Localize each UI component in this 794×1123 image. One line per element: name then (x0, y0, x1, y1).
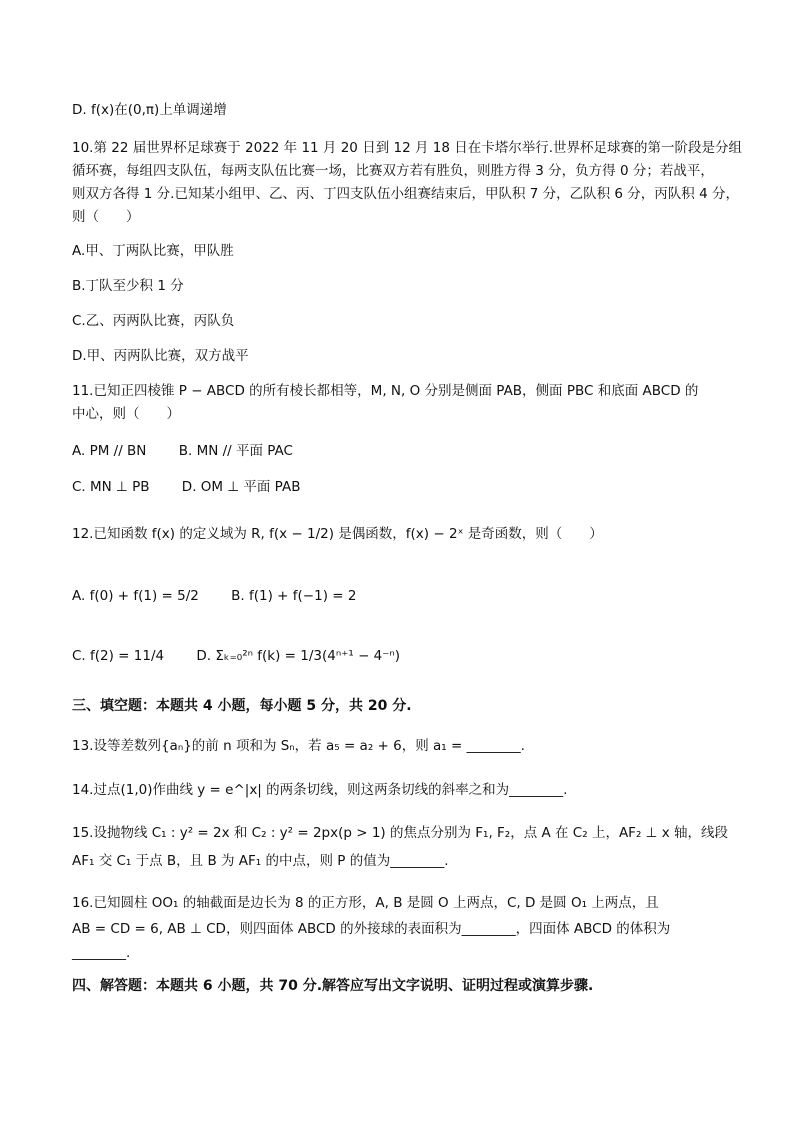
q10-option-d: D.甲、丙两队比赛，双方战平 (72, 348, 249, 364)
q10-stem-line4: 则（ ） (72, 209, 140, 225)
q12-options-row2 (72, 646, 732, 666)
q10-option-b: B.丁队至少积 1 分 (72, 278, 184, 294)
q9-option-d: D. f(x)在(0,π)上单调递增 (72, 102, 227, 118)
q11-option-a: A. PM // BN (72, 443, 147, 459)
q15-stem-line1: 15.设抛物线 C₁ : y² = 2x 和 C₂ : y² = 2px(p > 1) 的焦点分别为 F₁, F₂，点 A 在 C₂ 上，AF₂ ⊥ x 轴，线段 (72, 825, 728, 841)
section-4-heading: 四、解答题：本题共 6 小题，共 70 分.解答应写出文字说明、证明过程或演算步骤. (72, 978, 594, 994)
q11-option-d: D. OM ⊥ 平面 PAB (181, 479, 301, 495)
q11-options-row1 (72, 441, 732, 461)
q10-stem-line1: 10.第 22 届世界杯足球赛于 2022 年 11 月 20 日到 12 月 18 日在卡塔尔举行.世界杯足球赛的第一阶段是分组 (72, 140, 743, 156)
section-3-heading: 三、填空题：本题共 4 小题，每小题 5 分，共 20 分. (72, 698, 412, 714)
q16-stem-line1: 16.已知圆柱 OO₁ 的轴截面是边长为 8 的正方形，A, B 是圆 O 上两点，C, D 是圆 O₁ 上两点，且 (72, 895, 659, 911)
q10-option-c: C.乙、丙两队比赛，丙队负 (72, 313, 235, 329)
q12-option-b: B. f(1) + f(−1) = 2 (231, 588, 357, 604)
q10-option-a: A.甲、丁两队比赛，甲队胜 (72, 243, 234, 259)
q12-option-c: C. f(2) = 11/4 (72, 648, 165, 664)
q12-stem: 12.已知函数 f(x) 的定义域为 R, f(x − 1/2) 是偶函数，f(x) − 2ˣ 是奇函数，则（ ） (72, 526, 603, 542)
q13-stem: 13.设等差数列{aₙ}的前 n 项和为 Sₙ，若 a₅ = a₂ + 6，则 a₁ = ________. (72, 738, 525, 754)
q15-stem-line2: AF₁ 交 C₁ 于点 B，且 B 为 AF₁ 的中点，则 P 的值为________. (72, 853, 449, 869)
q10-stem-line2: 循环赛，每组四支队伍，每两支队伍比赛一场，比赛双方若有胜负，则胜方得 3 分，负方得 0 分；若战平， (72, 163, 714, 179)
q11-options-row2 (72, 477, 732, 497)
q12-option-d: D. Σₖ₌₀²ⁿ f(k) = 1/3(4ⁿ⁺¹ − 4⁻ⁿ) (196, 648, 401, 664)
q12-option-a: A. f(0) + f(1) = 5/2 (72, 588, 199, 604)
q12-options-row1 (72, 586, 732, 606)
q11-stem-line1: 11.已知正四棱锥 P − ABCD 的所有棱长都相等，M, N, O 分别是侧面 PAB，侧面 PBC 和底面 ABCD 的 (72, 383, 699, 399)
q14-stem: 14.过点(1,0)作曲线 y = e^|x| 的两条切线，则这两条切线的斜率之和为________. (72, 782, 568, 798)
q11-option-c: C. MN ⊥ PB (72, 479, 150, 495)
q11-option-b: B. MN // 平面 PAC (178, 443, 293, 459)
q11-stem-line2: 中心，则（ ） (72, 406, 180, 422)
q10-stem-line3: 则双方各得 1 分.已知某小组甲、乙、丙、丁四支队伍小组赛结束后，甲队积 7 分，乙队积 6 分，丙队积 4 分， (72, 186, 739, 202)
q16-stem-line2: AB = CD = 6, AB ⊥ CD，则四面体 ABCD 的外接球的表面积为________，四面体 ABCD 的体积为 (72, 921, 671, 937)
q16-stem-line3: ________. (72, 945, 131, 961)
